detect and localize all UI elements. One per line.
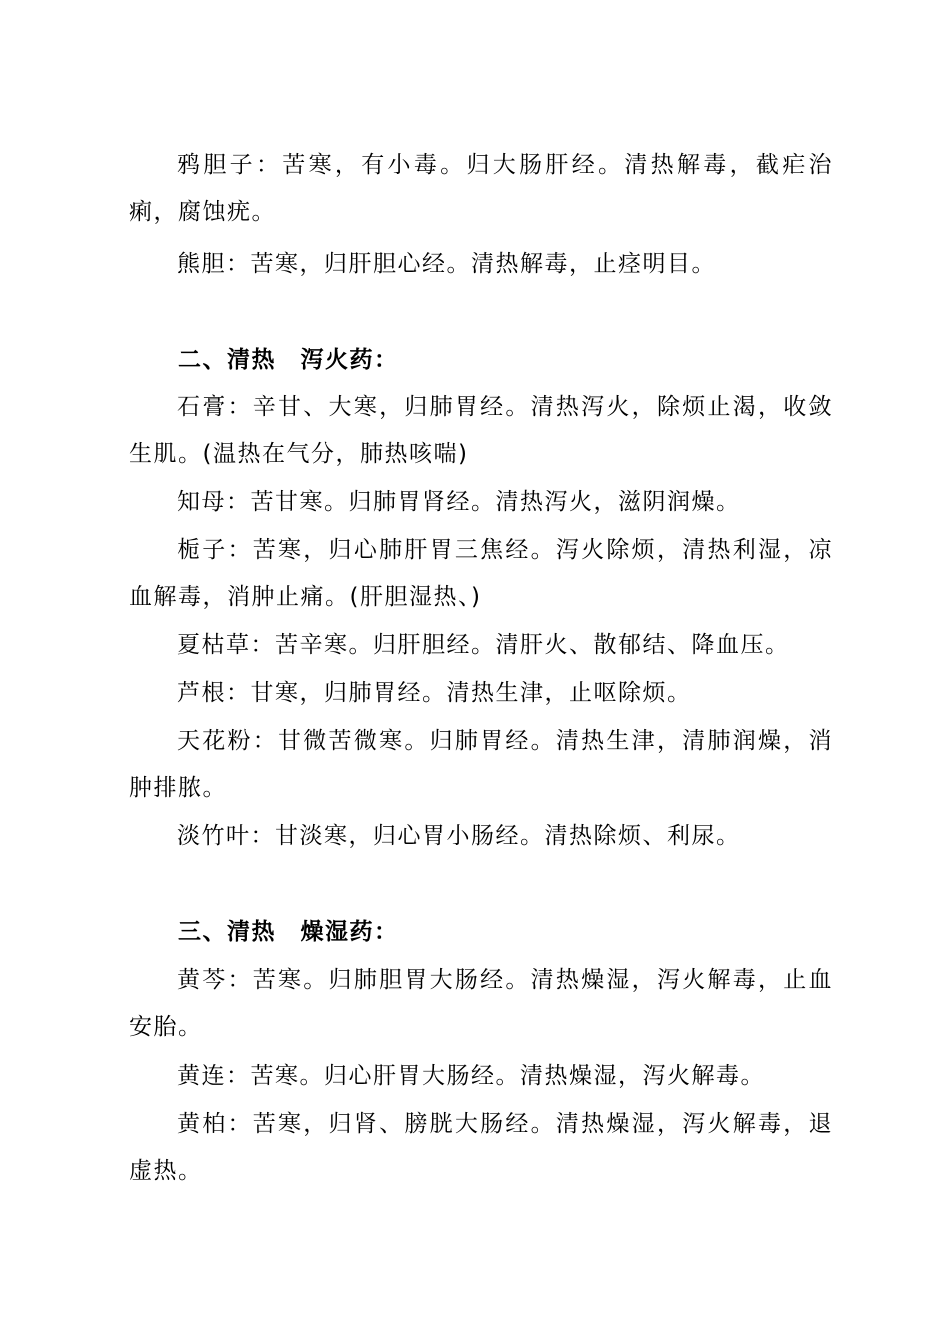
paragraph-huangbai: 黄柏：苦寒，归肾、膀胱大肠经。清热燥湿，泻火解毒，退虚热。 xyxy=(129,1111,833,1184)
section-heading-2: 二、清热 泻火药： xyxy=(178,347,399,373)
paragraph-lugen: 芦根：甘寒，归肺胃经。清热生津，止呕除烦。 xyxy=(177,680,692,706)
section-heading-3: 三、清热 燥湿药： xyxy=(178,919,399,945)
paragraph-yadanzi: 鸦胆子：苦寒，有小毒。归大肠肝经。清热解毒，截疟治痢，腐蚀疣。 xyxy=(129,152,833,225)
paragraph-zhizi: 栀子：苦寒，归心肺肝胃三焦经。泻火除烦，清热利湿，凉血解毒，消肿止痛。(肝胆湿热、) xyxy=(129,537,833,610)
paragraph-huanglian: 黄连：苦寒。归心肝胃大肠经。清热燥湿，泻火解毒。 xyxy=(177,1063,765,1089)
paragraph-huangqin: 黄芩：苦寒。归肺胆胃大肠经。清热燥湿，泻火解毒，止血安胎。 xyxy=(129,967,833,1040)
paragraph-danzhuye: 淡竹叶：甘淡寒，归心胃小肠经。清热除烦、利尿。 xyxy=(177,823,741,849)
paragraph-xiakucao: 夏枯草：苦辛寒。归肝胆经。清肝火、散郁结、降血压。 xyxy=(177,632,790,658)
paragraph-xiongdan: 熊胆：苦寒，归肝胆心经。清热解毒，止痉明目。 xyxy=(177,251,716,277)
paragraph-shigao: 石膏：辛甘、大寒，归肺胃经。清热泻火，除烦止渴，收敛生肌。(温热在气分，肺热咳喘) xyxy=(129,394,833,467)
paragraph-zhimu: 知母：苦甘寒。归肺胃肾经。清热泻火，滋阴润燥。 xyxy=(177,489,741,515)
paragraph-tianhuafen: 天花粉：甘微苦微寒。归肺胃经。清热生津，清肺润燥，消肿排脓。 xyxy=(129,728,833,801)
